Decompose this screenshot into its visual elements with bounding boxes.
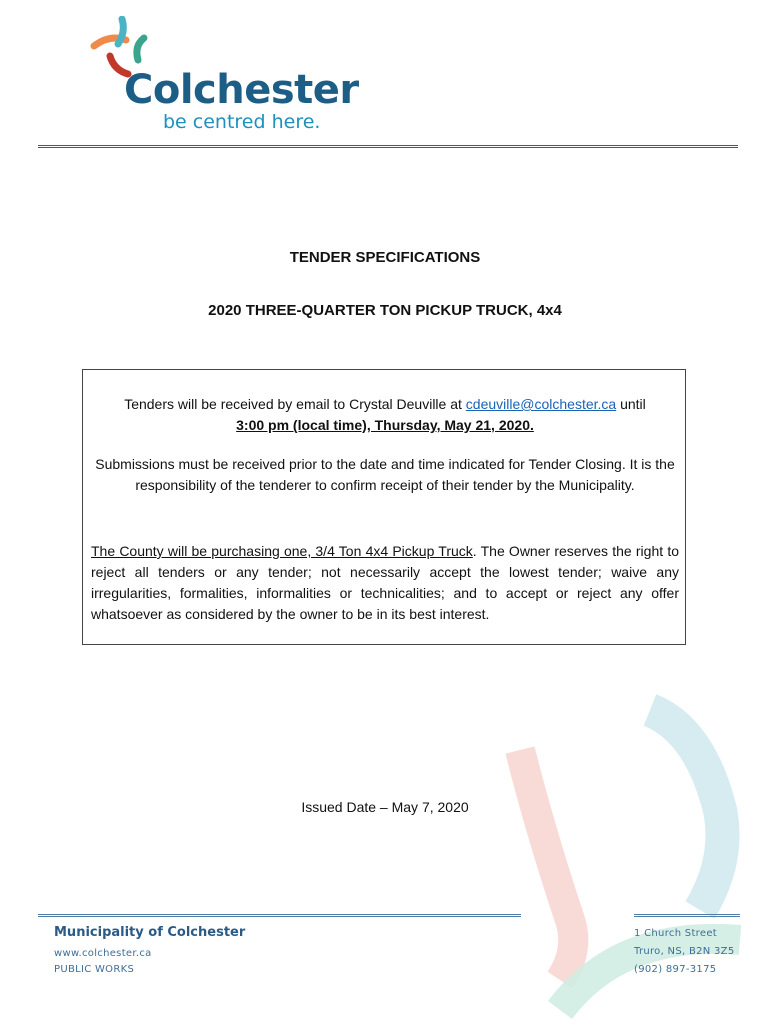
receipt-paragraph: Submissions must be received prior to the date and time indicated for Tender Closing. It is the responsibility of the tenderer to confirm receipt of their tender by the Municipality. (95, 456, 675, 493)
deadline-text: 3:00 pm (local time), Thursday, May 21, 2020. (236, 417, 534, 433)
submission-until: until (616, 396, 646, 412)
submission-text: Tenders will be received by email to Crystal Deuville at (124, 396, 466, 412)
email-link[interactable]: cdeuville@colchester.ca (465, 396, 617, 412)
footer-website[interactable]: www.colchester.ca (54, 948, 152, 959)
header-divider (38, 145, 738, 148)
brand-tagline: be centred here. (163, 111, 321, 133)
purchase-statement: The County will be purchasing one, 3/4 Ton 4x4 Pickup Truck (91, 543, 473, 559)
document-subtitle: 2020 THREE-QUARTER TON PICKUP TRUCK, 4x4 (208, 302, 562, 319)
brand-name: Colchester (124, 67, 359, 113)
issued-date: Issued Date – May 7, 2020 (301, 799, 469, 815)
footer-department: PUBLIC WORKS (54, 964, 135, 975)
owner-rights-text: . The Owner reserves the right to reject all tenders or any tender; not necessarily accept the lowest tender; waive any irregularities, formalities, informalities or technicalities; and to accept or reject any offer whatsoever as considered by the owner to be in its best interest. (91, 543, 679, 622)
tender-notice-box (82, 369, 686, 645)
footer-organization: Municipality of Colchester (54, 925, 246, 940)
footer-phone: (902) 897-3175 (634, 964, 717, 975)
footer-address-city: Truro, NS, B2N 3Z5 (634, 946, 735, 957)
footer-divider-right (634, 914, 740, 917)
submission-paragraph (91, 394, 679, 436)
footer-divider-left (38, 914, 521, 917)
purchase-paragraph (91, 541, 679, 625)
footer-address-street: 1 Church Street (634, 928, 717, 939)
document-title: TENDER SPECIFICATIONS (289, 249, 481, 266)
